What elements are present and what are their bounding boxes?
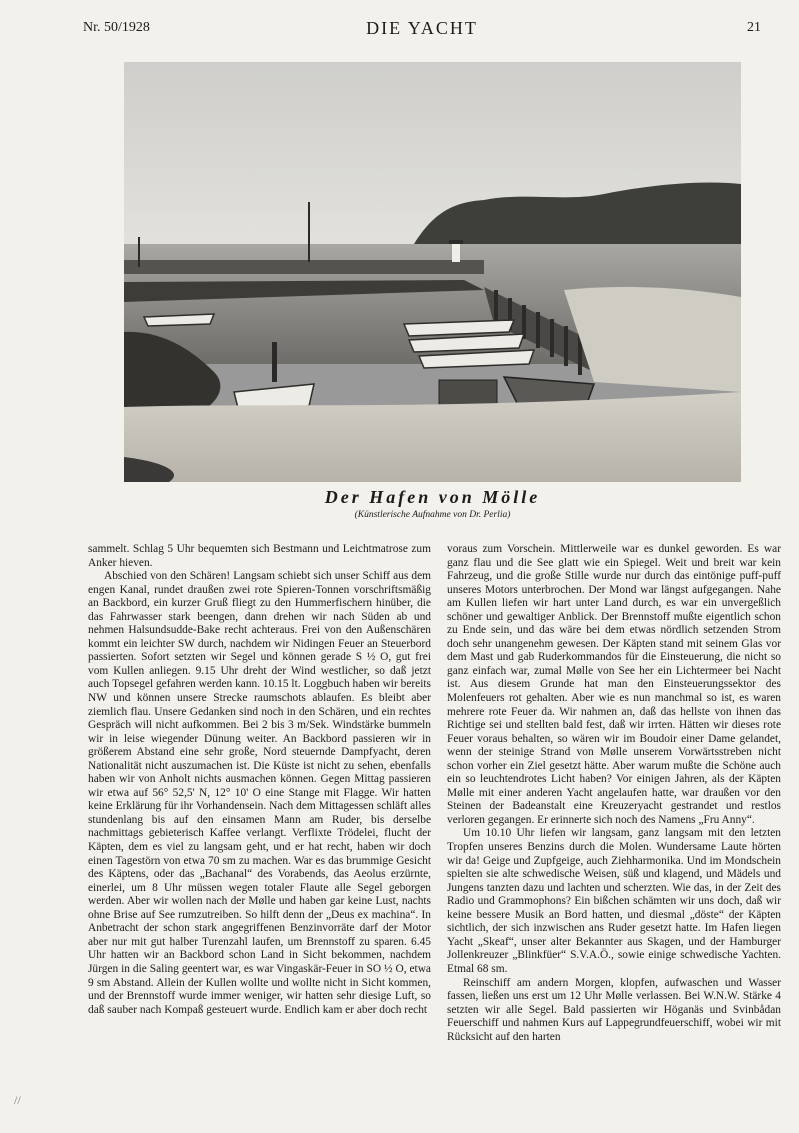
photo-caption-title: Der Hafen von Mölle (324, 487, 541, 507)
article-column-right (447, 543, 781, 1044)
paragraph: Reinschiff am andern Morgen, klopfen, aufwaschen und Wasser fassen, ließen uns erst um 12 Uhr Mølle verlassen. Bei W.N.W. Stärke 4 setzten wir alle Segel. Bald passierten wir Höganäs und Svinbådan Feuerschiff und nahmen Kurs auf Lappegrundfeuerschiff, wobei wir mit Rücksicht auf den harten (447, 976, 781, 1043)
paragraph: sammelt. Schlag 5 Uhr bequemten sich Bestmann und Leichtmatrose zum Anker hieven. (88, 543, 431, 569)
page-number: 21 (747, 20, 761, 35)
paragraph: voraus zum Vorschein. Mittlerweile war es dunkel geworden. Es war ganz flau und die See glatt wie ein Spiegel. Weit und breit war kein Fahrzeug, und die große Stille wurde nur durch das eintönige puff-puff unseres Motors unterbrochen. Der Mond war längst aufgegangen. Nahe am Kullen liefen wir hart unter Land durch, es war ein unvergeßlich schöner und gewaltiger Anblick. Der Brennstoff mußte eigentlich schon zu Ende sein, und das wäre bei dem etwas nördlich setzenden Strom doch sehr unangenehm gewesen. Der Käpten stand mit seinem Glas vor dem Mast und gab Ruderkommandos für die Einsteuerung, die nicht so ganz einfach war, zumal Mølle von See her ein Lichtermeer bei Nacht ist. Aus diesem Grunde hat man den Einsteuerungssektor des Molenfeuers rot gehalten. Aber wie es nun manchmal so ist, es waren mehrere rote Feuer da. Wir nahmen an, daß das hellste von ihnen das Richtige sei und stellten bald fest, daß wir irrten. Hätten wir dieses rote Feuer voraus behalten, so wären wir im Boudoir einer Dame gelandet, wenn der steinige Strand von Mølle unserem Vorwärtsstreben nicht schon vorher ein Ziel gesetzt hätte. Aber warum mußte die Schöne auch ein so leuchtendrotes Licht haben? Vor einigen Jahren, als der Käpten Mølle mit einer anderen Yacht angelaufen hatte, war draußen vor den Steinen der Badeanstalt eine Kreuzeryacht gestrandet und restlos verloren gegangen. Er erinnerte sich noch des Namens „Fru Anny“. (447, 543, 781, 826)
photo-credit: (Künstlerische Aufnahme von Dr. Perlia) (354, 510, 511, 520)
harbour-photo (124, 62, 741, 482)
magazine-title: DIE YACHT (366, 18, 478, 38)
scan-margin-mark: // (14, 1093, 21, 1107)
paragraph: Um 10.10 Uhr liefen wir langsam, ganz langsam mit den letzten Tropfen unseres Benzins durch die Molen. Wundersame Laute hörten wir da! Geige und Zupfgeige, auch Ziehharmonika. Und im Mondschein spielten sie alte schwedische Weisen, süß und klagend, und Mädels und Jungens tanzten dazu und lachten und scherzten. Wie das, in der Zeit des Radio und Grammophons? Ein bißchen schämten wir uns doch, daß wir keine bessere Musik an Bord hatten, und diesmal „döste“ der Käpten sichtlich, der sich inzwischen ans Ruder gesetzt hatte. Im Hafen liegen Yacht „Skeaf“, unser alter Bekannter aus Skagen, und der Hamburger Jollenkreuzer „Blinkfüer“ S.V.A.Ö., sowie einige schwedische Yachten. Etmal 68 sm. (447, 827, 781, 975)
article-column-left (88, 543, 431, 1017)
issue-number: Nr. 50/1928 (83, 20, 150, 35)
page-header (83, 18, 761, 40)
harbour-photo-image (124, 62, 741, 482)
paragraph: Abschied von den Schären! Langsam schiebt sich unser Schiff aus dem engen Kanal, rundet draußen zwei rote Spieren-Tonnen vorschriftsmäßig an Backbord, ein kurzer Gruß fliegt zu den Hummerfischern hinüber, die das Fahrwasser stark beengen, dann drehen wir nach Süden ab und nehmen Halsundsudde-Bake recht achteraus. Frei von den Außenschären kommt ein leichter SW durch, nachdem wir Nidingen Feuer an Steuerbord passierten. Sofort setzten wir Segel und können gerade S ½ O, gut frei vom Kullen anliegen. 9.15 Uhr dreht der Wind westlicher, so daß jetzt auch Topsegel gefahren werden kann. 10.15 lt. Loggbuch haben wir bereits NW und können unsere Strecke raumschots ablaufen. Es bleibt aber ziemlich flau. Unsere Gedanken sind noch in den Schären, und ein rechtes Gespräch will nicht aufkommen. Bei 2 bis 3 m/Sek. Windstärke bummeln wir in leise wiegender Dünung weiter. An Backbord passieren wir in größerem Abstand eine sehr große, Nord steuernde Dampfyacht, deren Nationalität nicht auszumachen ist. Die Küste ist nicht zu sehen, ebenfalls haben wir von Anholt nichts ausmachen können. Gegen Mittag passieren wir etwa auf 56° 52,5' N, 12° 10' O eine Stange mit Flagge. Wir hatten keine Erklärung für ihr Vorhandensein. Nach dem Mittagessen schläft alles stundenlang bis auf den einsamen Mann am Ruder, bis derselbe nachmittags gebieterisch Kaffee verlangt. Verflixte Trödelei, flucht der Käpten, dem es viel zu langsam geht, und er hat recht, haben wir doch einen Tagestörn von etwa 70 sm zu machen. War es das brummige Gesicht des Käptens, oder das „Bachanal“ des Vorabends, das Aeolus erzürnte, einerlei, um 8 Uhr müssen wegen totaler Flaute alle Segel geborgen werden. Aber wir wollen nach der Mølle und haben gar keine Lust, nachts ohne Brise auf See rumzutreiben. So hilft denn der „Deus ex machina“. In Anbetracht der schon stark angegriffenen Benzinvorräte darf der Motor aber nur mit gut halber Turenzahl laufen, um Brennstoff zu sparen. 6.45 Uhr hatten wir an Backbord schon Land in Sicht bekommen, nachdem Jürgen in die Saling geentert war, es war Vingaskär-Feuer in SO ½ O, etwa 9 sm Abstand. Allein der Kullen wollte und wollte nicht in Sicht kommen, und der Brennstoff wurde immer weniger, wir hatten sehr diesige Luft, so daß sauber nach Kompaß gesteuert wurde. Endlich kam er aber doch recht (88, 570, 431, 1016)
